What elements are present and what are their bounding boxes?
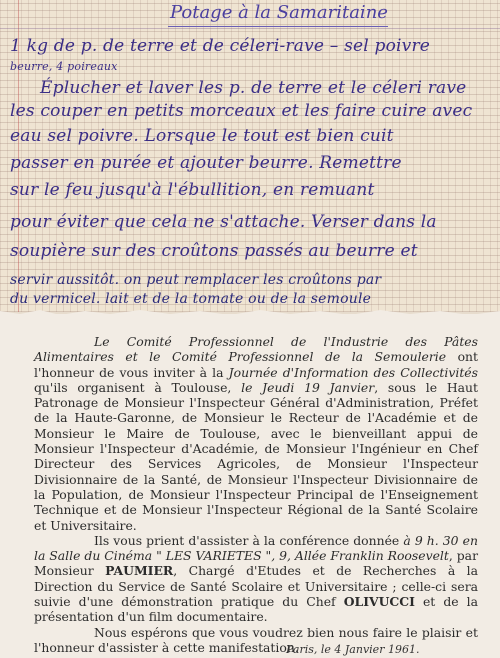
- speaker-name: PAUMIER: [105, 563, 174, 579]
- recipe-title: Potage à la Samaritaine: [170, 2, 388, 23]
- event-name: Journée d'Information des Collectivités: [228, 364, 478, 380]
- recipe-line-10: servir aussitôt. on peut remplacer les croûtons par: [10, 272, 382, 288]
- recipe-line-3: Éplucher et laver les p. de terre et le céleri rave: [40, 78, 467, 98]
- recipe-line-7: sur le feu jusqu'à l'ébullition, en remuant: [10, 180, 375, 200]
- recipe-line-11: du vermicel. lait et de la tomate ou de la semoule: [10, 291, 372, 307]
- recipe-line-4: les couper en petits morceaux et les faire cuire avec: [10, 101, 473, 121]
- rule-line: [0, 28, 500, 29]
- event-date: le Jeudi 19 Janvier: [241, 379, 375, 395]
- invitation-paragraph-2: Ils vous prient d'assister à la conférence donnée à 9 h. 30 en la Salle du Cinéma " LES VARIETES ", 9, Allée Franklin Roosevelt, par Monsieur PAUMIER, Chargé d'Etudes et de Recherches à la Direction du Service de Santé Scolaire et Universitaire ; celle-ci sera suivie d'une démonstration pratique du Chef OLIVUCCI et de la présentation d'un film documentaire.: [34, 532, 478, 625]
- recipe-line-2: beurre, 4 poireaux: [10, 60, 118, 73]
- title-underline: [168, 26, 388, 27]
- recipe-note: [0, 0, 500, 312]
- invitation-paragraph-1: Le Comité Professionnel de l'Industrie des Pâtes Alimentaires et le Comité Professionnel de la Semoulerie ont l'honneur de vous inviter à la Journée d'Information des Collectivités qu'ils organisent à Toulouse, le Jeudi 19 Janvier, sous le Haut Patronage de Monsieur l'Inspecteur Général d'Administration, Préfet de la Haute-Garonne, de Monsieur le Recteur de l'Académie et de Monsieur le Maire de Toulouse, avec le bienveillant appui de Monsieur l'Inspecteur d'Académie, de Monsieur l'Ingénieur en Chef Directeur des Services Agricoles, de Monsieur l'Inspecteur Divisionnaire de la Santé, de Monsieur l'Inspecteur Divisionnaire de la Population, de Monsieur l'Inspecteur Principal de l'Enseignement Technique et de Monsieur l'Inspecteur Régional de la Santé Scolaire et Universitaire.: [34, 334, 479, 533]
- chef-name: OLIVUCCI: [343, 594, 415, 610]
- invitation-paragraph-3: Nous espérons que vous voudrez bien nous faire le plaisir et l'honneur d'assister à cette manifestation.: [34, 624, 478, 655]
- invitation-body: [34, 334, 478, 655]
- organizers: Le Comité Professionnel de l'Industrie des Pâtes Alimentaires et le Comité Professionnel de la Semoulerie: [34, 334, 478, 365]
- recipe-line-6: passer en purée et ajouter beurre. Remettre: [10, 153, 402, 173]
- event-time: à 9 h. 30: [403, 532, 459, 548]
- invitation-card: [0, 314, 500, 658]
- recipe-line-8: pour éviter que cela ne s'attache. Verser dans la: [10, 212, 437, 232]
- event-venue: en la Salle du Cinéma " LES VARIETES ", 9, Allée Franklin Roosevelt: [34, 532, 478, 564]
- signature-date: Paris, le 4 Janvier 1961.: [286, 643, 420, 656]
- recipe-line-9: soupière sur des croûtons passés au beurre et: [10, 241, 418, 261]
- recipe-line-1: 1 kg de p. de terre et de céleri-rave – sel poivre: [10, 36, 431, 56]
- recipe-line-5: eau sel poivre. Lorsque le tout est bien cuit: [10, 126, 394, 146]
